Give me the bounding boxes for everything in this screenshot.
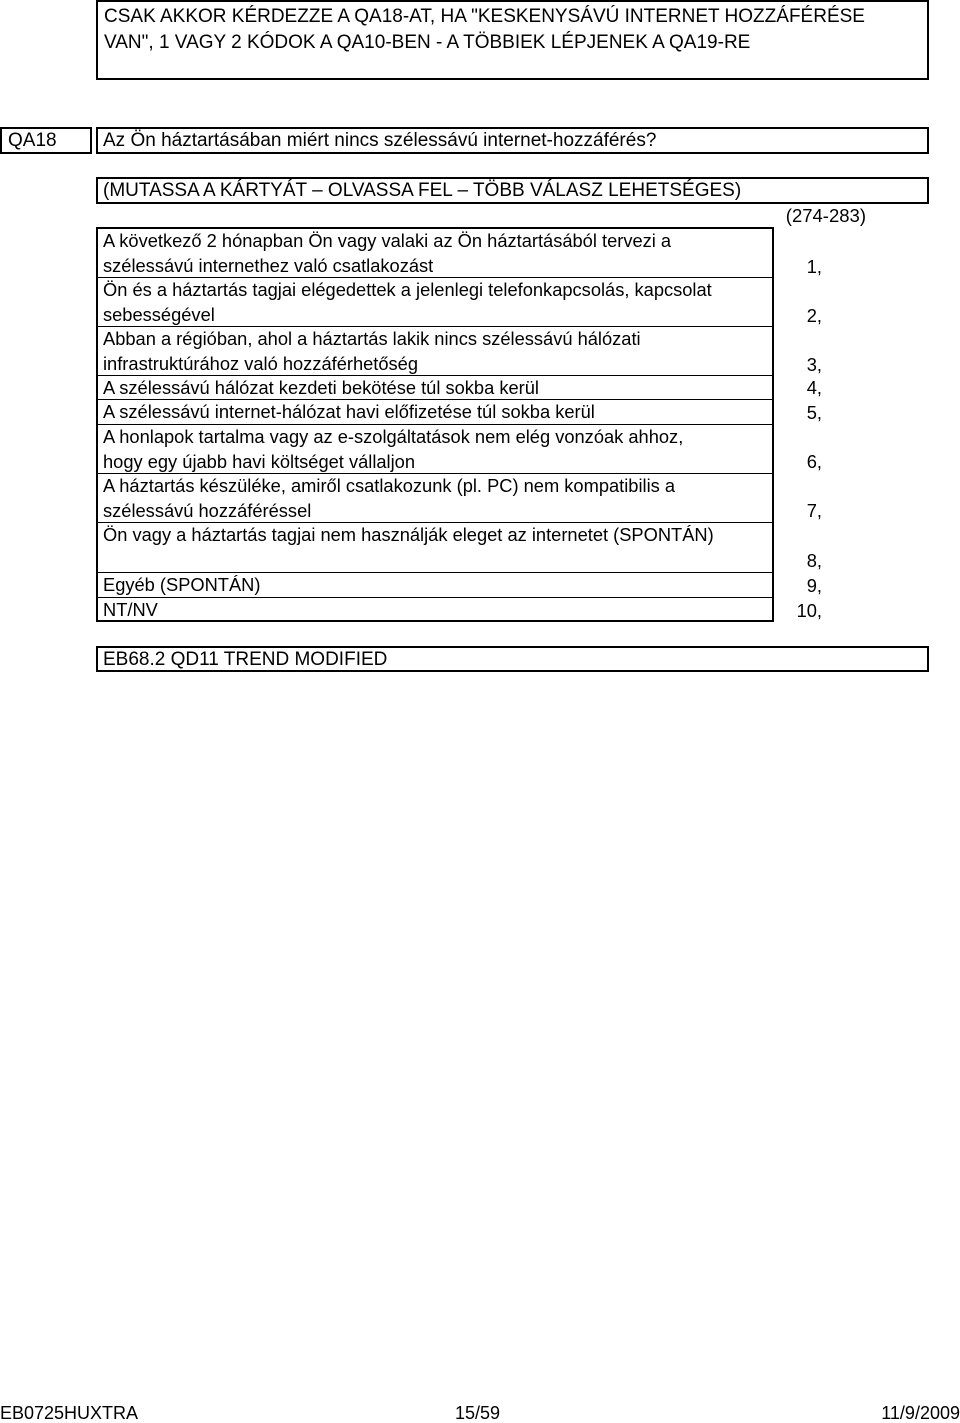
answer-label <box>103 425 683 474</box>
answer-label-line1: NT/NV <box>103 599 158 620</box>
answer-label-line1: Ön vagy a háztartás tagjai nem használják eleget az internetet (SPONTÁN) <box>103 524 714 545</box>
interviewer-note: (MUTASSA A KÁRTYÁT – OLVASSA FEL – TÖBB VÁLASZ LEHETSÉGES) <box>96 177 929 204</box>
answer-code: 1, <box>806 256 822 277</box>
answer-code: 2, <box>806 305 822 326</box>
answer-row <box>98 425 772 474</box>
answer-code: 5, <box>806 402 822 423</box>
answer-code: 4, <box>806 377 822 398</box>
answer-code: 8, <box>806 550 822 571</box>
column-range: (274-283) <box>785 205 866 226</box>
routing-instruction-line2: VAN", 1 VAGY 2 KÓDOK A QA10-BEN - A TÖBBIEK LÉPJENEK A QA19-RE <box>104 32 751 53</box>
answer-label-line1: A háztartás készüléke, amiről csatlakozunk (pl. PC) nem kompatibilis a <box>103 475 676 496</box>
answer-label-line2: sebességével <box>103 303 215 325</box>
answer-label-line2: hogy egy újabb havi költséget vállaljon <box>103 450 416 472</box>
answer-row <box>98 229 772 278</box>
answer-label-line2: szélessávú hozzáféréssel <box>103 499 312 521</box>
answer-row <box>98 376 772 400</box>
answer-label <box>103 523 714 548</box>
answer-code: 3, <box>806 354 822 375</box>
answer-label <box>103 598 158 623</box>
question-id: QA18 <box>0 127 92 154</box>
trend-reference: EB68.2 QD11 TREND MODIFIED <box>96 646 929 672</box>
question-text: Az Ön háztartásában miért nincs szélessávú internet-hozzáférés? <box>96 127 929 154</box>
answer-row <box>98 327 772 376</box>
answer-label-line1: Ön és a háztartás tagjai elégedettek a jelenlegi telefonkapcsolás, kapcsolat <box>103 279 712 300</box>
answer-row <box>98 400 772 425</box>
answer-row <box>98 573 772 598</box>
answer-code: 6, <box>806 451 822 472</box>
answer-label <box>103 474 675 523</box>
footer-page-number: 15/59 <box>455 1403 501 1423</box>
answer-label-line1: Egyéb (SPONTÁN) <box>103 574 261 595</box>
answer-label-line2: infrastruktúrához való hozzáférhetőség <box>103 352 419 374</box>
answer-row <box>98 598 772 623</box>
answer-label-line1: A honlapok tartalma vagy az e-szolgáltatások nem elég vonzóak ahhoz, <box>103 426 684 447</box>
answer-row <box>98 523 772 573</box>
answer-label-line1: Abban a régióban, ahol a háztartás lakik nincs szélessávú hálózati <box>103 328 641 349</box>
answer-code: 9, <box>806 575 822 596</box>
footer-date: 11/9/2009 <box>881 1403 960 1423</box>
answer-label-line1: A szélessávú internet-hálózat havi előfizetése túl sokba kerül <box>103 401 595 422</box>
answer-label-line2: szélessávú internethez való csatlakozást <box>103 254 434 276</box>
answer-code: 10, <box>796 600 822 621</box>
answer-list <box>96 227 774 622</box>
answer-label <box>103 327 641 376</box>
routing-instruction-line1: CSAK AKKOR KÉRDEZZE A QA18-AT, HA "KESKENYSÁVÚ INTERNET HOZZÁFÉRÉSE <box>104 6 865 27</box>
routing-instruction <box>96 0 929 80</box>
answer-code: 7, <box>806 500 822 521</box>
answer-label <box>103 400 595 425</box>
answer-label <box>103 229 671 278</box>
answer-label <box>103 376 539 401</box>
answer-label-line1: A következő 2 hónapban Ön vagy valaki az Ön háztartásából tervezi a <box>103 230 672 251</box>
footer-document-id: EB0725HUXTRA <box>0 1403 139 1423</box>
answer-row <box>98 474 772 523</box>
answer-label-line1: A szélessávú hálózat kezdeti bekötése túl sokba kerül <box>103 377 539 398</box>
answer-row <box>98 278 772 327</box>
answer-label <box>103 573 260 598</box>
answer-label <box>103 278 712 327</box>
